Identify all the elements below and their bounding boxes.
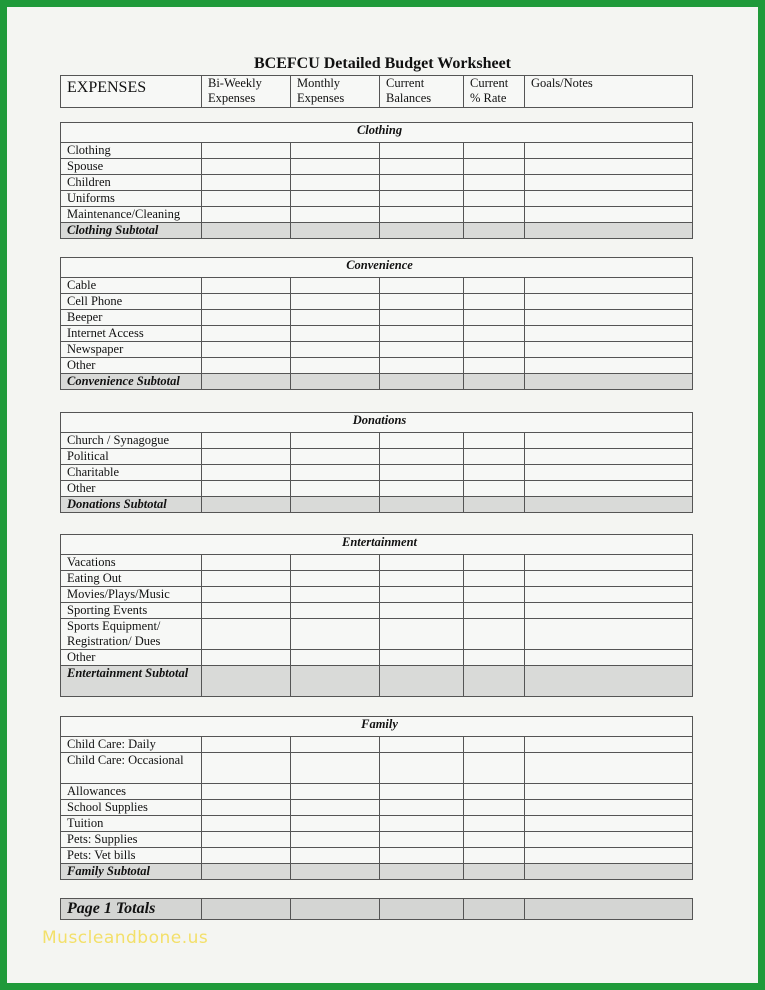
entry-cell[interactable] [202,223,291,239]
entry-cell[interactable] [202,310,291,326]
entry-cell[interactable] [380,603,464,619]
table-row [61,832,693,848]
entry-cell[interactable] [291,433,380,449]
table-row [61,433,693,449]
table-row [61,310,693,326]
table-row [61,619,693,650]
row-label: Newspaper [61,342,202,358]
entry-cell[interactable] [380,159,464,175]
entry-cell[interactable] [291,753,380,784]
entry-cell[interactable] [464,848,525,864]
entry-cell[interactable] [380,753,464,784]
total-cell[interactable] [464,899,525,920]
total-cell[interactable] [525,899,693,920]
entry-cell[interactable] [464,465,525,481]
entry-cell[interactable] [464,310,525,326]
table-row [61,848,693,864]
entry-cell[interactable] [202,481,291,497]
entry-cell[interactable] [202,342,291,358]
entry-cell[interactable] [525,832,693,848]
entry-cell[interactable] [464,737,525,753]
entry-cell[interactable] [464,603,525,619]
entry-cell[interactable] [464,433,525,449]
total-cell[interactable] [202,899,291,920]
entry-cell[interactable] [380,191,464,207]
table-row [61,816,693,832]
entry-cell[interactable] [202,326,291,342]
entry-cell[interactable] [380,374,464,390]
section-table-entertainment [60,534,693,697]
header-table [60,75,693,108]
entry-cell[interactable] [291,358,380,374]
row-label: Sports Equipment/ Registration/ Dues [61,619,202,650]
entry-cell[interactable] [380,207,464,223]
rate-header: Current % Rate [464,76,525,108]
entry-cell[interactable] [291,800,380,816]
entry-cell[interactable] [291,175,380,191]
entry-cell[interactable] [525,800,693,816]
entry-cell[interactable] [202,374,291,390]
entry-cell[interactable] [525,223,693,239]
entry-cell[interactable] [525,278,693,294]
entry-cell[interactable] [464,864,525,880]
table-row [61,571,693,587]
table-row [61,207,693,223]
subtotal-label: Entertainment Subtotal [61,666,202,697]
row-label: Clothing [61,143,202,159]
entry-cell[interactable] [464,619,525,650]
table-row [61,159,693,175]
entry-cell[interactable] [291,374,380,390]
row-label: Tuition [61,816,202,832]
row-label: Children [61,175,202,191]
entry-cell[interactable] [464,294,525,310]
entry-cell[interactable] [525,159,693,175]
entry-cell[interactable] [202,465,291,481]
balances-header: Current Balances [380,76,464,108]
table-row [61,175,693,191]
entry-cell[interactable] [525,587,693,603]
subtotal-row [61,864,693,880]
entry-cell[interactable] [380,571,464,587]
entry-cell[interactable] [464,832,525,848]
row-label: Other [61,358,202,374]
table-row [61,143,693,159]
entry-cell[interactable] [202,603,291,619]
table-row [61,326,693,342]
entry-cell[interactable] [291,571,380,587]
entry-cell[interactable] [380,223,464,239]
entry-cell[interactable] [464,816,525,832]
section-title: Convenience [61,258,693,278]
row-label: Eating Out [61,571,202,587]
row-label: Political [61,449,202,465]
table-row [61,603,693,619]
entry-cell[interactable] [464,278,525,294]
entry-cell[interactable] [380,800,464,816]
entry-cell[interactable] [380,449,464,465]
entry-cell[interactable] [291,737,380,753]
entry-cell[interactable] [380,433,464,449]
entry-cell[interactable] [202,848,291,864]
entry-cell[interactable] [202,666,291,697]
entry-cell[interactable] [202,143,291,159]
entry-cell[interactable] [464,175,525,191]
entry-cell[interactable] [202,555,291,571]
row-label: Maintenance/Cleaning [61,207,202,223]
totals-table [60,898,693,920]
row-label: Allowances [61,784,202,800]
subtotal-row [61,223,693,239]
entry-cell[interactable] [291,449,380,465]
entry-cell[interactable] [380,294,464,310]
entry-cell[interactable] [525,603,693,619]
entry-cell[interactable] [202,449,291,465]
table-row [61,555,693,571]
entry-cell[interactable] [525,374,693,390]
entry-cell[interactable] [202,294,291,310]
entry-cell[interactable] [380,864,464,880]
entry-cell[interactable] [380,175,464,191]
row-label: Church / Synagogue [61,433,202,449]
entry-cell[interactable] [291,159,380,175]
entry-cell[interactable] [291,191,380,207]
entry-cell[interactable] [202,816,291,832]
entry-cell[interactable] [291,848,380,864]
entry-cell[interactable] [380,326,464,342]
entry-cell[interactable] [202,191,291,207]
entry-cell[interactable] [291,603,380,619]
entry-cell[interactable] [525,650,693,666]
entry-cell[interactable] [291,143,380,159]
total-cell[interactable] [380,899,464,920]
entry-cell[interactable] [464,342,525,358]
row-label: Pets: Vet bills [61,848,202,864]
table-row [61,737,693,753]
entry-cell[interactable] [291,294,380,310]
entry-cell[interactable] [291,207,380,223]
entry-cell[interactable] [464,326,525,342]
subtotal-label: Donations Subtotal [61,497,202,513]
goals-header: Goals/Notes [525,76,693,108]
entry-cell[interactable] [291,465,380,481]
row-label: Child Care: Daily [61,737,202,753]
entry-cell[interactable] [380,848,464,864]
row-label: Cable [61,278,202,294]
subtotal-label: Clothing Subtotal [61,223,202,239]
row-label: Beeper [61,310,202,326]
table-row [61,587,693,603]
entry-cell[interactable] [202,358,291,374]
entry-cell[interactable] [291,832,380,848]
entry-cell[interactable] [525,449,693,465]
entry-cell[interactable] [202,175,291,191]
row-label: Other [61,650,202,666]
page-totals-label: Page 1 Totals [61,899,202,920]
entry-cell[interactable] [380,143,464,159]
entry-cell[interactable] [464,753,525,784]
entry-cell[interactable] [525,207,693,223]
entry-cell[interactable] [202,159,291,175]
entry-cell[interactable] [525,555,693,571]
monthly-header: Monthly Expenses [291,76,380,108]
entry-cell[interactable] [202,278,291,294]
entry-cell[interactable] [202,832,291,848]
entry-cell[interactable] [464,571,525,587]
row-label: School Supplies [61,800,202,816]
section-title: Family [61,717,693,737]
entry-cell[interactable] [202,207,291,223]
entry-cell[interactable] [464,784,525,800]
table-row [61,481,693,497]
entry-cell[interactable] [202,737,291,753]
entry-cell[interactable] [291,481,380,497]
entry-cell[interactable] [380,737,464,753]
row-label: Vacations [61,555,202,571]
entry-cell[interactable] [380,650,464,666]
entry-cell[interactable] [202,571,291,587]
entry-cell[interactable] [380,342,464,358]
entry-cell[interactable] [525,619,693,650]
section-title: Donations [61,413,693,433]
entry-cell[interactable] [202,753,291,784]
table-row [61,784,693,800]
entry-cell[interactable] [525,310,693,326]
entry-cell[interactable] [202,619,291,650]
entry-cell[interactable] [525,191,693,207]
entry-cell[interactable] [464,449,525,465]
table-row [61,650,693,666]
entry-cell[interactable] [464,374,525,390]
entry-cell[interactable] [291,864,380,880]
watermark-logo: Muscleandbone.us [42,928,209,948]
row-label: Charitable [61,465,202,481]
entry-cell[interactable] [464,143,525,159]
entry-cell[interactable] [464,358,525,374]
table-row [61,191,693,207]
entry-cell[interactable] [291,278,380,294]
entry-cell[interactable] [291,555,380,571]
entry-cell[interactable] [525,465,693,481]
entry-cell[interactable] [525,816,693,832]
section-table-family [60,716,693,880]
entry-cell[interactable] [202,650,291,666]
entry-cell[interactable] [291,666,380,697]
entry-cell[interactable] [380,619,464,650]
entry-cell[interactable] [525,571,693,587]
entry-cell[interactable] [525,294,693,310]
entry-cell[interactable] [202,784,291,800]
expenses-header: EXPENSES [61,76,202,108]
entry-cell[interactable] [525,753,693,784]
entry-cell[interactable] [380,310,464,326]
entry-cell[interactable] [464,159,525,175]
table-row [61,465,693,481]
table-row [61,753,693,784]
row-label: Pets: Supplies [61,832,202,848]
section-table-clothing [60,122,693,239]
entry-cell[interactable] [464,555,525,571]
entry-cell[interactable] [525,481,693,497]
entry-cell[interactable] [291,310,380,326]
entry-cell[interactable] [291,326,380,342]
entry-cell[interactable] [380,832,464,848]
entry-cell[interactable] [464,207,525,223]
entry-cell[interactable] [525,433,693,449]
entry-cell[interactable] [291,650,380,666]
entry-cell[interactable] [464,497,525,513]
entry-cell[interactable] [464,800,525,816]
table-row [61,278,693,294]
entry-cell[interactable] [525,864,693,880]
entry-cell[interactable] [525,175,693,191]
entry-cell[interactable] [464,223,525,239]
subtotal-row [61,374,693,390]
entry-cell[interactable] [202,864,291,880]
subtotal-label: Convenience Subtotal [61,374,202,390]
entry-cell[interactable] [380,666,464,697]
table-row [61,294,693,310]
entry-cell[interactable] [380,497,464,513]
entry-cell[interactable] [291,619,380,650]
subtotal-row [61,666,693,697]
entry-cell[interactable] [525,784,693,800]
entry-cell[interactable] [291,816,380,832]
entry-cell[interactable] [380,481,464,497]
entry-cell[interactable] [464,650,525,666]
row-label: Spouse [61,159,202,175]
entry-cell[interactable] [525,358,693,374]
entry-cell[interactable] [291,587,380,603]
subtotal-label: Family Subtotal [61,864,202,880]
entry-cell[interactable] [464,666,525,697]
entry-cell[interactable] [202,433,291,449]
entry-cell[interactable] [202,800,291,816]
entry-cell[interactable] [380,465,464,481]
entry-cell[interactable] [291,497,380,513]
worksheet-title: BCEFCU Detailed Budget Worksheet [253,55,512,72]
entry-cell[interactable] [291,784,380,800]
row-label: Sporting Events [61,603,202,619]
row-label: Child Care: Occasional [61,753,202,784]
entry-cell[interactable] [525,342,693,358]
row-label: Internet Access [61,326,202,342]
entry-cell[interactable] [525,143,693,159]
entry-cell[interactable] [291,223,380,239]
total-cell[interactable] [291,899,380,920]
section-table-convenience [60,257,693,390]
entry-cell[interactable] [380,278,464,294]
entry-cell[interactable] [380,555,464,571]
table-row [61,342,693,358]
section-title: Clothing [61,123,693,143]
entry-cell[interactable] [380,816,464,832]
entry-cell[interactable] [380,587,464,603]
entry-cell[interactable] [380,358,464,374]
entry-cell[interactable] [464,191,525,207]
row-label: Other [61,481,202,497]
section-title: Entertainment [61,535,693,555]
row-label: Uniforms [61,191,202,207]
entry-cell[interactable] [525,326,693,342]
entry-cell[interactable] [202,587,291,603]
table-row [61,449,693,465]
entry-cell[interactable] [202,497,291,513]
entry-cell[interactable] [525,497,693,513]
entry-cell[interactable] [464,587,525,603]
table-row [61,800,693,816]
entry-cell[interactable] [380,784,464,800]
row-label: Cell Phone [61,294,202,310]
subtotal-row [61,497,693,513]
entry-cell[interactable] [525,737,693,753]
section-table-donations [60,412,693,513]
entry-cell[interactable] [291,342,380,358]
biweekly-header: Bi-Weekly Expenses [202,76,291,108]
entry-cell[interactable] [464,481,525,497]
entry-cell[interactable] [525,848,693,864]
table-row [61,358,693,374]
row-label: Movies/Plays/Music [61,587,202,603]
entry-cell[interactable] [525,666,693,697]
